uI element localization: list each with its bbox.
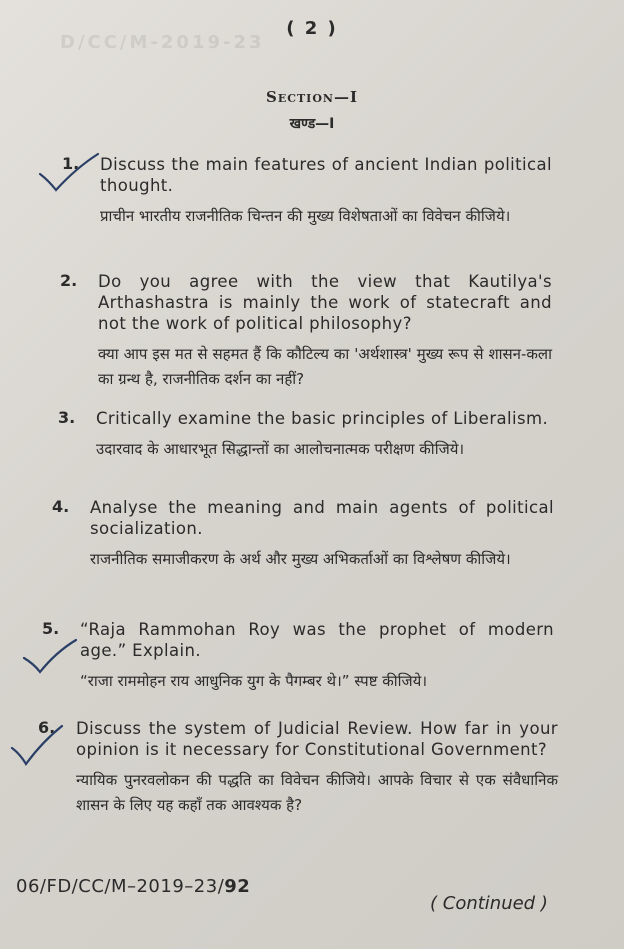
question-text-english: Critically examine the basic principles of Liberalism. (96, 409, 549, 428)
question-number: 1. (62, 154, 80, 173)
section-heading-hindi: खण्ड—I (289, 116, 335, 132)
pen-tick-icon (36, 150, 106, 196)
question-text-hindi: राजनीतिक समाजीकरण के अर्थ और मुख्य अभिकर्ताओं का विश्लेषण कीजिये। (90, 550, 511, 568)
question-text-english: Discuss the system of Judicial Review. How far in your opinion is it necessary for Constitutional Government? (76, 719, 558, 759)
section-heading-english: Section—I (266, 88, 358, 106)
question-text-hindi: न्यायिक पुनरवलोकन की पद्धति का विवेचन कीजिये। आपके विचार से एक संवैधानिक शासन के लिए यह कहाँ तक आवश्यक है? (76, 771, 558, 814)
bleed-through-text: D/CC/M-2019-23 (60, 32, 265, 53)
continued-label: ( Continued ) (430, 893, 548, 914)
question-text-hindi: “राजा राममोहन राय आधुनिक युग के पैगम्बर थे।” स्पष्ट कीजिये। (80, 672, 428, 690)
paper-code-prefix: 06/FD/CC/M–2019–23/ (16, 876, 225, 897)
question-number: 5. (42, 619, 60, 638)
question-number: 2. (60, 271, 78, 290)
question-number: 3. (58, 408, 76, 427)
question-text-hindi: प्राचीन भारतीय राजनीतिक चिन्तन की मुख्य विशेषताओं का विवेचन कीजिये। (100, 207, 511, 225)
question-text-hindi: उदारवाद के आधारभूत सिद्धान्तों का आलोचनात्मक परीक्षण कीजिये। (96, 440, 465, 458)
question-3 (58, 408, 553, 462)
question-6 (38, 718, 558, 818)
question-text-english: Discuss the main features of ancient Indian political thought. (100, 155, 552, 195)
paper-code-number: 92 (224, 876, 251, 897)
question-text-english: “Raja Rammohan Roy was the prophet of modern age.” Explain. (80, 620, 554, 660)
question-number: 4. (52, 497, 70, 516)
paper-code (16, 876, 250, 897)
pen-tick-icon (20, 636, 80, 676)
pen-tick-icon (8, 722, 68, 770)
question-1 (62, 154, 552, 229)
question-4 (52, 497, 554, 572)
question-number: 6. (38, 718, 56, 737)
question-5 (42, 619, 554, 694)
question-text-english: Do you agree with the view that Kautilya's Arthashastra is mainly the work of statecraft and not the work of political philosophy? (98, 272, 552, 333)
question-text-english: Analyse the meaning and main agents of political socialization. (90, 498, 554, 538)
question-2 (60, 271, 552, 392)
page-number: ( 2 ) (286, 18, 338, 39)
question-text-hindi: क्या आप इस मत से सहमत हैं कि कौटिल्य का 'अर्थशास्त्र' मुख्य रूप से शासन-कला का ग्रन्थ है, राजनीतिक दर्शन का नहीं? (98, 345, 552, 388)
